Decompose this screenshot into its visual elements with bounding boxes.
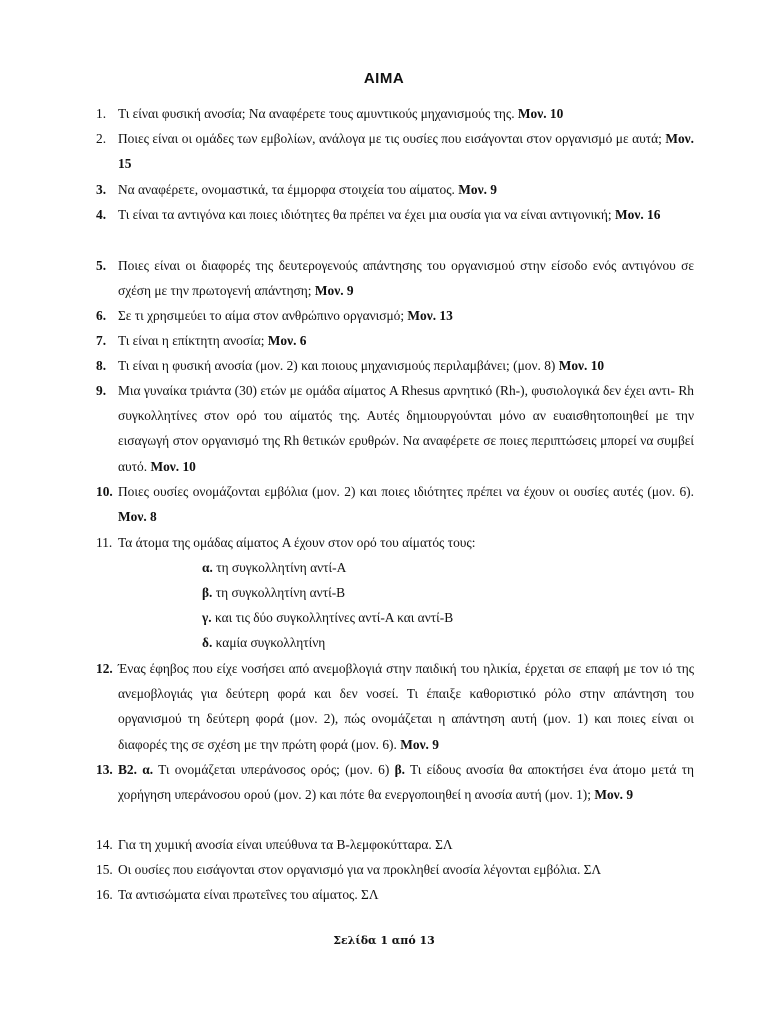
question-number: 9. [96, 383, 107, 398]
question-number: 8. [96, 358, 107, 373]
question-2 [96, 126, 694, 176]
question-14 [96, 832, 694, 857]
question-16 [96, 882, 694, 907]
question-subpart-label: β. [394, 762, 405, 777]
document-title: AIMA [363, 70, 405, 87]
question-text: Ποιες είναι οι ομάδες των εμβολίων, ανάλογα με τις ουσίες που εισάγονται στον οργανισμό με αυτά; [118, 131, 662, 146]
question-text: Τι είναι η φυσική ανοσία (μον. 2) και ποιους μηχανισμούς περιλαμβάνει; (μον. 8) [118, 358, 556, 373]
question-number: 4. [96, 207, 107, 222]
question-number: 12. [96, 661, 113, 676]
question-marks: Μον. 9 [594, 787, 634, 803]
question-number: 1. [96, 106, 107, 121]
option-text: τη συγκολλητίνη αντί-A [216, 560, 347, 575]
question-number: 2. [96, 131, 107, 146]
question-8 [96, 353, 694, 378]
option-letter: β. [202, 585, 213, 600]
question-text: Τι είναι τα αντιγόνα και ποιες ιδιότητες θα πρέπει να έχει μια ουσία για να είναι αντιγονική; [118, 207, 612, 222]
question-number: 5. [96, 258, 107, 273]
question-4 [96, 202, 694, 227]
question-text: Τα άτομα της ομάδας αίματος A έχουν στον ορό του αίματός τους: [118, 535, 476, 550]
question-text: Τι είναι η επίκτητη ανοσία; [118, 333, 265, 348]
question-text: Οι ουσίες που εισάγονται στον οργανισμό για να προκληθεί ανοσία λέγονται εμβόλια. ΣΛ [118, 862, 602, 877]
question-text: Μια γυναίκα τριάντα (30) ετών με ομάδα αίματος A Rhesus αρνητικό (Rh-), φυσιολογικά δεν έχει αντι- Rh συγκολλητίνες στον ορό του αίματός της. Αυτές δημιουργούνται μόνο αν ευαισθητοποιηθεί με την εισαγωγή στον οργανισμό της Rh θετικών ερυθρών. Να αναφέρετε σε ποιες περιπτώσεις μπορεί να συμβεί αυτό. [118, 383, 694, 474]
question-number: 11. [96, 535, 113, 550]
question-marks: Μον. 13 [407, 308, 453, 323]
question-marks: Μον. 10 [150, 458, 196, 474]
question-3 [96, 177, 694, 202]
question-1 [96, 101, 694, 126]
question-10 [96, 479, 694, 529]
question-marks: Μον. 15 [118, 131, 694, 172]
option-letter: α. [202, 560, 213, 575]
option-text: τη συγκολλητίνη αντί-B [215, 585, 346, 600]
option-a [202, 555, 346, 580]
question-number: 16. [96, 887, 113, 902]
option-letter: γ. [202, 610, 212, 625]
question-section-label: Β2. α. [118, 762, 154, 777]
question-15 [96, 857, 694, 882]
option-d [202, 630, 325, 655]
option-c [202, 605, 453, 630]
question-text: Για τη χυμική ανοσία είναι υπεύθυνα τα Β-λεμφοκύτταρα. ΣΛ [118, 837, 453, 852]
question-text: Ποιες είναι οι διαφορές της δευτερογενούς απάντησης του οργανισμού στην είσοδο ενός αντιγόνου σε σχέση με την πρωτογενή απάντηση; [118, 258, 694, 299]
option-text: καμία συγκολλητίνη [215, 635, 326, 650]
question-text: Σε τι χρησιμεύει το αίμα στον ανθρώπινο οργανισμό; [118, 308, 405, 323]
question-marks: Μον. 9 [314, 283, 354, 299]
option-text: και τις δύο συγκολλητίνες αντί-A και αντί-B [214, 610, 454, 625]
question-9 [96, 378, 694, 479]
question-marks: Μον. 9 [458, 182, 497, 197]
option-letter: δ. [202, 635, 213, 650]
question-number: 13. [96, 762, 113, 777]
question-number: 7. [96, 333, 107, 348]
question-marks: Μον. 9 [400, 736, 439, 752]
question-number: 6. [96, 308, 107, 323]
question-marks: Μον. 10 [517, 106, 564, 121]
question-number: 15. [96, 862, 113, 877]
question-number: 3. [96, 182, 107, 197]
question-marks: Μον. 8 [118, 509, 157, 525]
question-text: Τα αντισώματα είναι πρωτεΐνες του αίματος. ΣΛ [118, 887, 379, 902]
question-text: Τι είναι φυσική ανοσία; Να αναφέρετε τους αμυντικούς μηχανισμούς της. [118, 106, 515, 121]
question-marks: Μον. 6 [267, 333, 307, 348]
question-marks: Μον. 16 [615, 207, 661, 222]
page-footer: Σελίδα 1 από 13 [333, 934, 435, 947]
question-5 [96, 253, 694, 303]
question-text: Τι ονομάζεται υπεράνοσος ορός; (μον. 6) [158, 762, 390, 777]
question-text: Ένας έφηβος που είχε νοσήσει από ανεμοβλογιά στην παιδική του ηλικία, έρχεται σε επαφή με τον ιό της ανεμοβλογιάς για δεύτερη φορά και δεν νοσεί. Τι έπαιξε καθοριστικό ρόλο στην απάντηση του οργανισμού τη δεύτερη φορά (μον. 2), πώς ονομάζεται η απάντηση αυτή (μον. 1) και ποιες είναι οι διαφορές της σε σχέση με την πρώτη φορά (μον. 6). [118, 661, 694, 752]
question-6 [96, 303, 694, 328]
question-text: Ποιες ουσίες ονομάζονται εμβόλια (μον. 2) και ποιες ιδιότητες πρέπει να έχουν οι ουσίες αυτές (μον. 6). [118, 484, 694, 499]
question-7 [96, 328, 694, 353]
question-text: Να αναφέρετε, ονομαστικά, τα έμμορφα στοιχεία του αίματος. [118, 182, 455, 197]
option-b [202, 580, 345, 605]
question-12 [96, 656, 694, 757]
question-number: 14. [96, 837, 113, 852]
question-text-2: Τι είδους ανοσία θα αποκτήσει ένα άτομο μετά τη χορήγηση υπεράνοσου ορού (μον. 2) και πότε θα ενεργοποιηθεί η ανοσία αυτή (μον. 1); [118, 762, 695, 803]
question-11 [96, 530, 694, 555]
question-marks: Μον. 10 [558, 358, 605, 373]
question-number: 10. [96, 484, 113, 499]
question-13 [96, 757, 694, 807]
